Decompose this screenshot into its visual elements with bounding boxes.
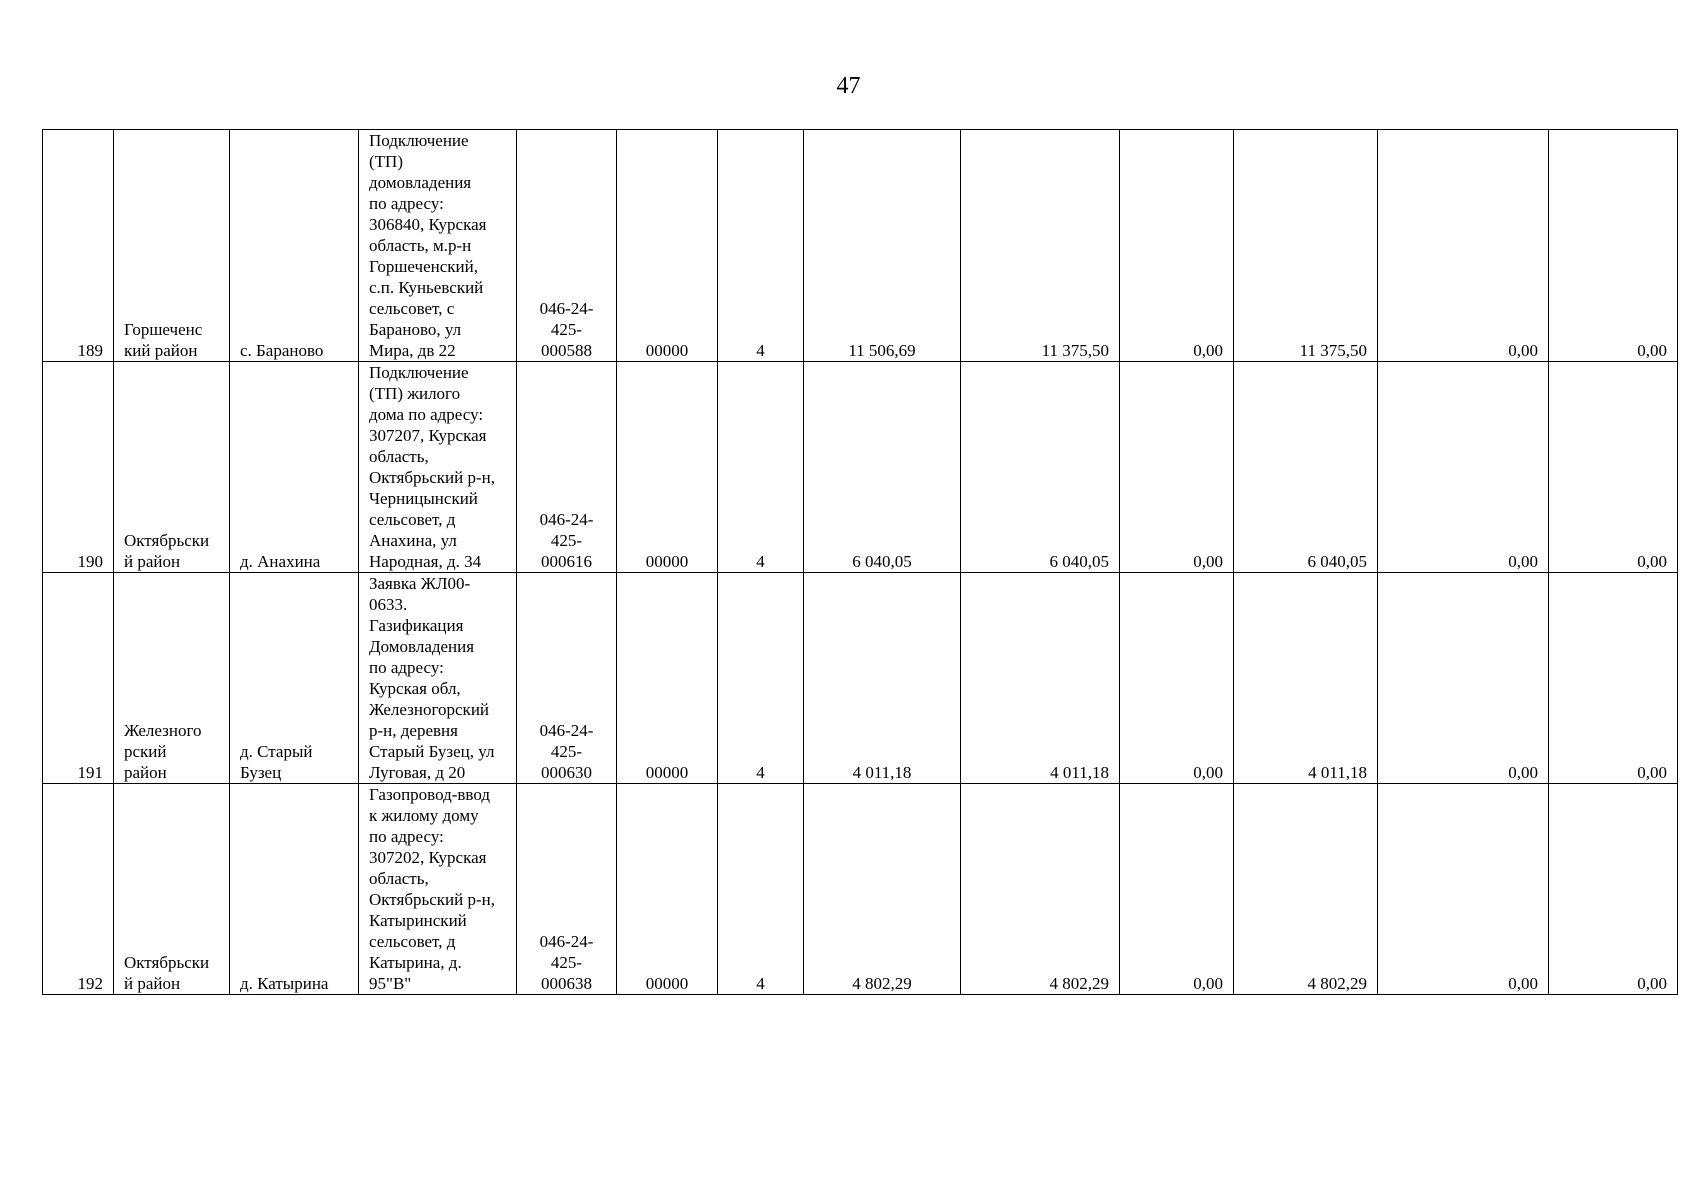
code-cell xyxy=(517,362,617,573)
quantity-value: 4 xyxy=(756,552,765,571)
locality-name: д. Анахина xyxy=(240,552,321,571)
object-subcode: 00000 xyxy=(645,974,689,993)
amount-total-cell xyxy=(804,362,961,573)
district-name: Октябрьски й район xyxy=(124,531,210,571)
amount-a: 4 802,29 xyxy=(1049,974,1109,993)
amount-e-cell xyxy=(1549,784,1678,995)
description-cell xyxy=(359,784,517,995)
amount-a-cell xyxy=(961,784,1120,995)
amount-e: 0,00 xyxy=(1637,974,1667,993)
register-table xyxy=(42,129,1678,995)
row-number-cell xyxy=(43,130,114,362)
amount-b: 0,00 xyxy=(1193,763,1223,782)
row-number-cell xyxy=(43,784,114,995)
object-description: Подключение (ТП) жилого дома по адресу: 307207, Курская область, Октябрьский р-н, Черницынский сельсовет, д Анахина, ул Народная, д. 34 xyxy=(369,363,495,571)
district-cell xyxy=(114,362,230,573)
locality-cell xyxy=(230,784,359,995)
amount-b: 0,00 xyxy=(1193,552,1223,571)
row-number: 191 xyxy=(77,763,103,782)
amount-d-cell xyxy=(1378,784,1549,995)
amount-c-cell xyxy=(1234,130,1378,362)
locality-cell xyxy=(230,573,359,784)
amount-b-cell xyxy=(1120,784,1234,995)
amount-b: 0,00 xyxy=(1193,341,1223,360)
amount-b: 0,00 xyxy=(1193,974,1223,993)
subcode-cell xyxy=(617,362,718,573)
amount-a-cell xyxy=(961,362,1120,573)
amount-b-cell xyxy=(1120,130,1234,362)
amount-e: 0,00 xyxy=(1637,552,1667,571)
object-code: 046-24- 425- 000638 xyxy=(539,932,594,993)
locality-cell xyxy=(230,130,359,362)
amount-total: 4 011,18 xyxy=(852,763,912,782)
amount-c-cell xyxy=(1234,573,1378,784)
district-name: Горшеченс кий район xyxy=(124,320,203,360)
amount-c: 4 011,18 xyxy=(1308,763,1367,782)
amount-c: 11 375,50 xyxy=(1299,341,1367,360)
amount-d: 0,00 xyxy=(1508,341,1538,360)
object-subcode: 00000 xyxy=(645,763,689,782)
amount-e-cell xyxy=(1549,130,1678,362)
amount-e: 0,00 xyxy=(1637,763,1667,782)
amount-total-cell xyxy=(804,573,961,784)
row-number-cell xyxy=(43,573,114,784)
amount-b-cell xyxy=(1120,362,1234,573)
amount-a-cell xyxy=(961,573,1120,784)
table-row xyxy=(43,573,1678,784)
object-subcode: 00000 xyxy=(645,341,689,360)
quantity-cell xyxy=(718,362,804,573)
district-name: Октябрьски й район xyxy=(124,953,210,993)
object-code: 046-24- 425- 000588 xyxy=(539,299,594,360)
locality-name: д. Старый Бузец xyxy=(240,742,313,782)
amount-c: 4 802,29 xyxy=(1307,974,1367,993)
row-number: 190 xyxy=(77,552,103,571)
amount-e-cell xyxy=(1549,573,1678,784)
amount-a: 4 011,18 xyxy=(1050,763,1109,782)
code-cell xyxy=(517,784,617,995)
amount-d-cell xyxy=(1378,130,1549,362)
register-table-body xyxy=(43,130,1678,995)
description-cell xyxy=(359,362,517,573)
amount-e: 0,00 xyxy=(1637,341,1667,360)
row-number: 189 xyxy=(77,341,103,360)
table-row xyxy=(43,784,1678,995)
page-number: 47 xyxy=(836,73,861,99)
amount-d-cell xyxy=(1378,362,1549,573)
quantity-value: 4 xyxy=(756,763,765,782)
amount-a: 11 375,50 xyxy=(1041,341,1109,360)
object-code: 046-24- 425- 000630 xyxy=(539,721,594,782)
code-cell xyxy=(517,130,617,362)
quantity-cell xyxy=(718,130,804,362)
amount-b-cell xyxy=(1120,573,1234,784)
quantity-value: 4 xyxy=(756,341,765,360)
amount-total-cell xyxy=(804,784,961,995)
description-cell xyxy=(359,130,517,362)
table-row xyxy=(43,362,1678,573)
code-cell xyxy=(517,573,617,784)
row-number-cell xyxy=(43,362,114,573)
amount-total: 4 802,29 xyxy=(852,974,912,993)
amount-c-cell xyxy=(1234,784,1378,995)
district-name: Железного рский район xyxy=(124,721,202,782)
locality-name: с. Бараново xyxy=(240,341,324,360)
subcode-cell xyxy=(617,784,718,995)
locality-name: д. Катырина xyxy=(240,974,329,993)
subcode-cell xyxy=(617,130,718,362)
row-number: 192 xyxy=(77,974,103,993)
amount-c-cell xyxy=(1234,362,1378,573)
amount-c: 6 040,05 xyxy=(1307,552,1367,571)
description-cell xyxy=(359,573,517,784)
district-cell xyxy=(114,784,230,995)
object-subcode: 00000 xyxy=(645,552,689,571)
amount-total: 11 506,69 xyxy=(848,341,916,360)
amount-d: 0,00 xyxy=(1508,552,1538,571)
object-code: 046-24- 425- 000616 xyxy=(539,510,594,571)
quantity-cell xyxy=(718,573,804,784)
amount-total: 6 040,05 xyxy=(852,552,912,571)
object-description: Газопровод-ввод к жилому дому по адресу: 307202, Курская область, Октябрьский р-н, Катыринский сельсовет, д Катырина, д. 95"В" xyxy=(369,785,495,993)
district-cell xyxy=(114,130,230,362)
amount-a: 6 040,05 xyxy=(1049,552,1109,571)
locality-cell xyxy=(230,362,359,573)
amount-d: 0,00 xyxy=(1508,763,1538,782)
amount-d: 0,00 xyxy=(1508,974,1538,993)
quantity-value: 4 xyxy=(756,974,765,993)
amount-total-cell xyxy=(804,130,961,362)
amount-a-cell xyxy=(961,130,1120,362)
object-description: Подключение (ТП) домовладения по адресу: 306840, Курская область, м.р-н Горшеченский, с.п. Куньевский сельсовет, с Бараново, ул Мира, дв 22 xyxy=(369,131,487,360)
amount-d-cell xyxy=(1378,573,1549,784)
subcode-cell xyxy=(617,573,718,784)
amount-e-cell xyxy=(1549,362,1678,573)
quantity-cell xyxy=(718,784,804,995)
table-row xyxy=(43,130,1678,362)
object-description: Заявка ЖЛ00- 0633. Газификация Домовладения по адресу: Курская обл, Железногорский р-н, деревня Старый Бузец, ул Луговая, д 20 xyxy=(369,574,495,782)
district-cell xyxy=(114,573,230,784)
